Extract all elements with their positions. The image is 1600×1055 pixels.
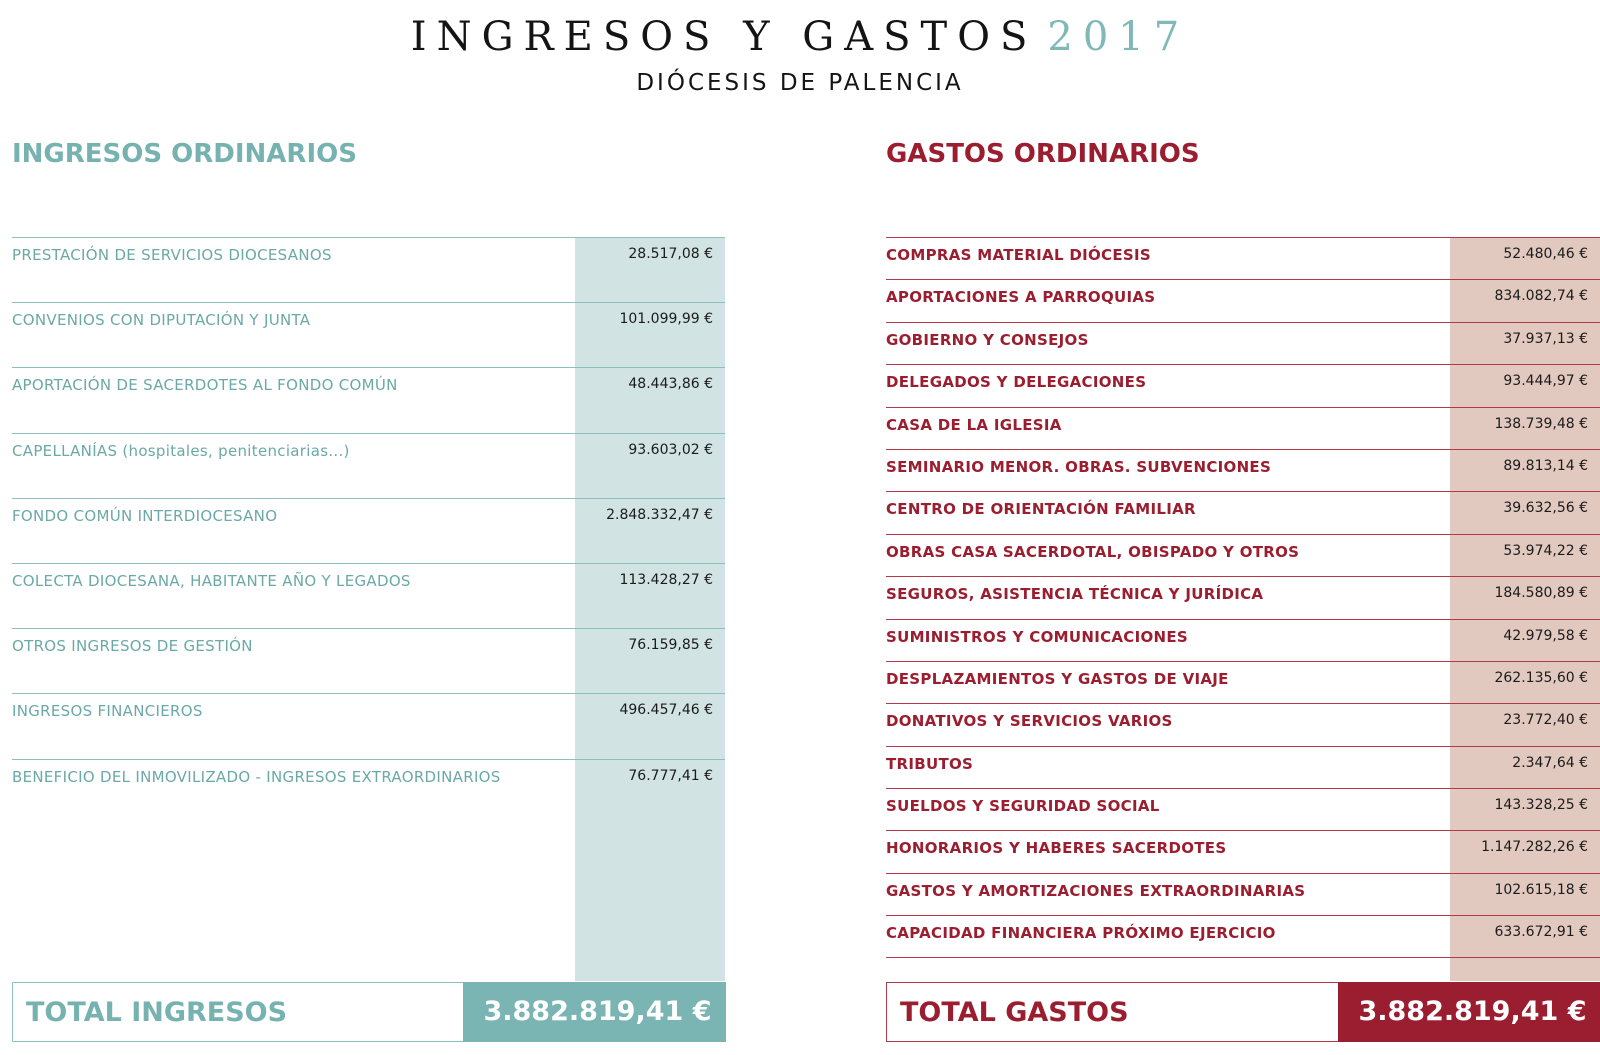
row-label: SUMINISTROS Y COMUNICACIONES xyxy=(886,627,1189,646)
row-value: 48.443,86 € xyxy=(628,376,713,393)
ingresos-row xyxy=(12,237,725,302)
row-label: INGRESOS FINANCIEROS xyxy=(12,702,203,721)
row-label: PRESTACIÓN DE SERVICIOS DIOCESANOS xyxy=(12,246,332,264)
total-gastos-value: 3.882.819,41 € xyxy=(1338,982,1600,1042)
row-value: 93.603,02 € xyxy=(628,441,713,458)
row-value: 143.328,25 € xyxy=(1494,797,1588,814)
gastos-row xyxy=(886,746,1600,788)
row-value: 37.937,13 € xyxy=(1503,330,1588,347)
gastos-row xyxy=(886,788,1600,830)
row-label: BENEFICIO DEL INMOVILIZADO - INGRESOS EXTRAORDINARIOS xyxy=(12,767,501,786)
row-label: GASTOS Y AMORTIZACIONES EXTRAORDINARIAS xyxy=(886,881,1306,900)
ingresos-row xyxy=(12,628,725,693)
total-gastos-label: TOTAL GASTOS xyxy=(900,997,1129,1028)
row-value: 23.772,40 € xyxy=(1503,712,1588,729)
row-label: CASA DE LA IGLESIA xyxy=(886,415,1062,434)
row-label: COLECTA DIOCESANA, HABITANTE AÑO Y LEGADOS xyxy=(12,571,411,590)
total-gastos-box xyxy=(886,982,1600,1042)
ingresos-row xyxy=(12,759,725,824)
row-label: APORTACIÓN DE SACERDOTES AL FONDO COMÚN xyxy=(12,376,398,395)
row-label: SEMINARIO MENOR. OBRAS. SUBVENCIONES xyxy=(886,457,1272,476)
ingresos-row xyxy=(12,367,725,432)
title-text: INGRESOS Y GASTOS xyxy=(410,14,1038,60)
gastos-row xyxy=(886,534,1600,576)
row-label: DESPLAZAMIENTOS Y GASTOS DE VIAJE xyxy=(886,669,1229,688)
row-label: SUELDOS Y SEGURIDAD SOCIAL xyxy=(886,797,1160,816)
gastos-row xyxy=(886,619,1600,661)
gastos-row xyxy=(886,364,1600,406)
page-subtitle: DIÓCESIS DE PALENCIA xyxy=(636,70,964,96)
row-label: GOBIERNO Y CONSEJOS xyxy=(886,330,1089,349)
row-value: 76.777,41 € xyxy=(628,767,713,784)
gastos-row xyxy=(886,661,1600,703)
gastos-row xyxy=(886,237,1600,279)
row-label: APORTACIONES A PARROQUIAS xyxy=(886,288,1156,307)
row-value: 28.517,08 € xyxy=(628,246,713,262)
ingresos-row xyxy=(12,433,725,498)
row-label: TRIBUTOS xyxy=(886,754,974,773)
page-title xyxy=(0,14,1600,60)
row-value: 39.632,56 € xyxy=(1503,500,1588,517)
row-value: 53.974,22 € xyxy=(1503,542,1588,559)
title-year: 2017 xyxy=(1047,14,1190,60)
gastos-row xyxy=(886,322,1600,364)
ingresos-row xyxy=(12,563,725,628)
gastos-row xyxy=(886,703,1600,745)
row-value: 42.979,58 € xyxy=(1503,627,1588,644)
gastos-row xyxy=(886,491,1600,533)
total-ingresos-label: TOTAL INGRESOS xyxy=(26,997,288,1028)
row-value: 633.672,91 € xyxy=(1494,924,1588,941)
row-value: 76.159,85 € xyxy=(628,637,713,654)
row-label: HONORARIOS Y HABERES SACERDOTES xyxy=(886,839,1227,858)
total-ingresos-box xyxy=(12,982,725,1042)
row-label: CAPACIDAD FINANCIERA PRÓXIMO EJERCICIO xyxy=(886,924,1276,943)
gastos-row xyxy=(886,407,1600,449)
row-value: 2.347,64 € xyxy=(1512,754,1588,771)
row-value: 1.147.282,26 € xyxy=(1481,839,1588,856)
row-label: CAPELLANÍAS (hospitales, penitenciarias...) xyxy=(12,441,350,460)
row-value: 102.615,18 € xyxy=(1494,881,1588,898)
total-ingresos-value: 3.882.819,41 € xyxy=(463,982,726,1042)
row-value: 496.457,46 € xyxy=(619,702,713,719)
row-value: 2.848.332,47 € xyxy=(606,506,713,523)
row-value: 834.082,74 € xyxy=(1494,288,1588,305)
gastos-row xyxy=(886,915,1600,957)
row-value: 262.135,60 € xyxy=(1494,669,1588,686)
row-label: SEGUROS, ASISTENCIA TÉCNICA Y JURÍDICA xyxy=(886,585,1264,604)
gastos-row xyxy=(886,449,1600,491)
row-label: DONATIVOS Y SERVICIOS VARIOS xyxy=(886,712,1173,731)
ingresos-row xyxy=(12,302,725,367)
row-value: 138.739,48 € xyxy=(1494,415,1588,432)
gastos-table xyxy=(886,237,1600,958)
ingresos-row xyxy=(12,498,725,563)
row-value: 184.580,89 € xyxy=(1494,585,1588,602)
row-label: OTROS INGRESOS DE GESTIÓN xyxy=(12,637,253,656)
ingresos-row xyxy=(12,693,725,758)
row-value: 113.428,27 € xyxy=(619,571,713,588)
ingresos-table xyxy=(12,237,725,824)
row-label: OBRAS CASA SACERDOTAL, OBISPADO Y OTROS xyxy=(886,542,1300,561)
ingresos-heading: INGRESOS ORDINARIOS xyxy=(12,139,357,169)
row-label: CENTRO DE ORIENTACIÓN FAMILIAR xyxy=(886,500,1196,519)
gastos-row xyxy=(886,873,1600,915)
row-value: 89.813,14 € xyxy=(1503,457,1588,474)
row-label: FONDO COMÚN INTERDIOCESANO xyxy=(12,506,278,525)
gastos-row xyxy=(886,576,1600,618)
row-value: 52.480,46 € xyxy=(1503,246,1588,262)
gastos-row xyxy=(886,279,1600,321)
row-label: COMPRAS MATERIAL DIÓCESIS xyxy=(886,246,1151,264)
row-label: CONVENIOS CON DIPUTACIÓN Y JUNTA xyxy=(12,311,311,330)
row-value: 93.444,97 € xyxy=(1503,373,1588,390)
row-label: DELEGADOS Y DELEGACIONES xyxy=(886,373,1147,392)
gastos-row xyxy=(886,830,1600,872)
row-value: 101.099,99 € xyxy=(619,311,713,328)
gastos-heading: GASTOS ORDINARIOS xyxy=(886,139,1200,169)
